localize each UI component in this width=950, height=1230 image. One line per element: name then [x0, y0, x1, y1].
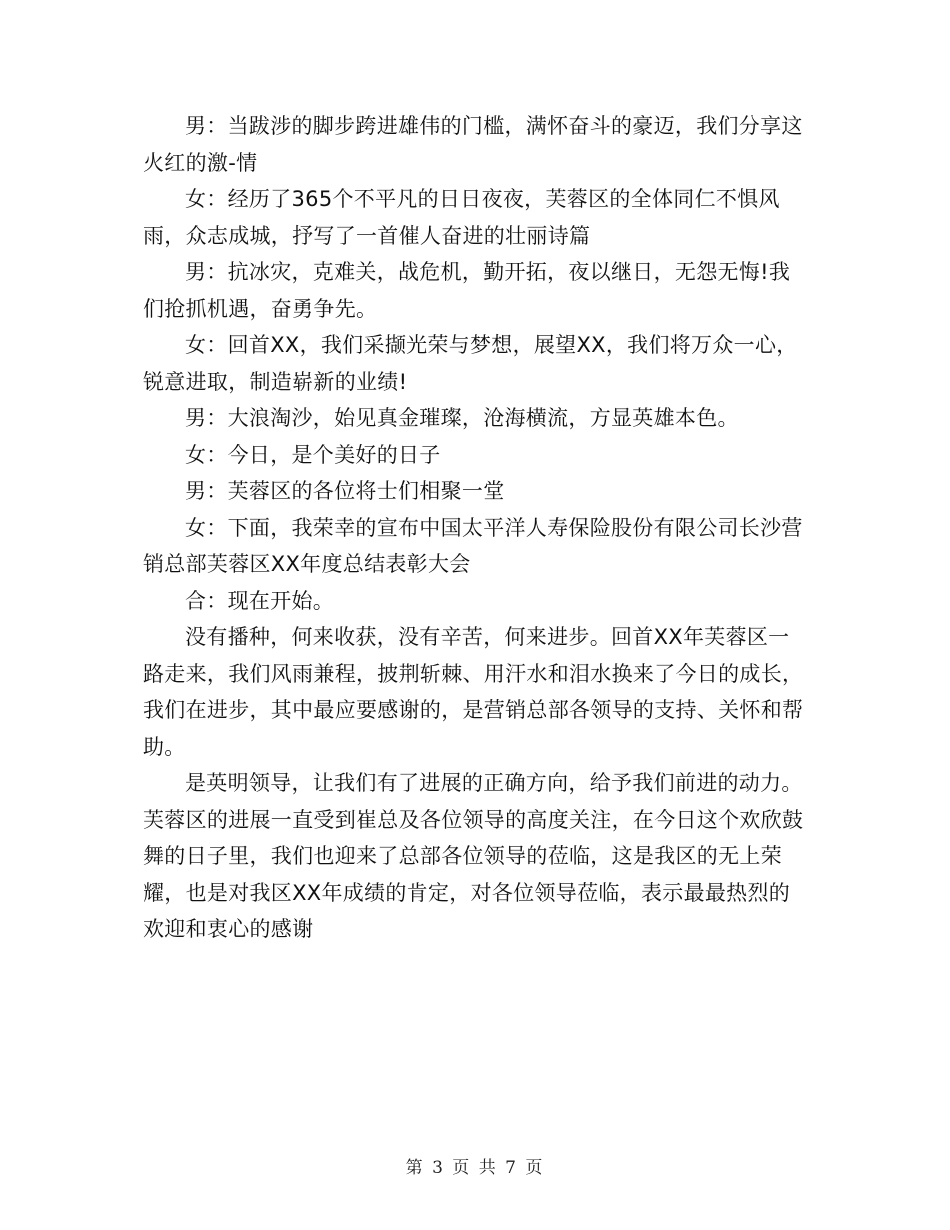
paragraph: 男：当跋涉的脚步跨进雄伟的门槛，满怀奋斗的豪迈，我们分享这火红的激-情 [143, 114, 803, 175]
paragraph: 男：芙蓉区的各位将士们相聚一堂 [185, 479, 505, 503]
paragraph: 女：今日，是个美好的日子 [185, 442, 441, 467]
document-body [143, 108, 808, 948]
paragraph: 女：经历了365个不平凡的日日夜夜，芙蓉区的全体同仁不惧风雨，众志成城，抒写了一首催人奋进的壮丽诗篇 [143, 187, 780, 248]
paragraph: 女：下面，我荣幸的宣布中国太平洋人寿保险股份有限公司长沙营销总部芙蓉区XX年度总结表彰大会 [143, 515, 803, 576]
page-number-footer: 第 3 页 共 7 页 [405, 1158, 545, 1178]
paragraph: 男：抗冰灾，克难关，战危机，勤开拓，夜以继日，无怨无悔!我们抢抓机遇，奋勇争先。 [143, 260, 791, 321]
paragraph: 女：回首XX，我们采撷光荣与梦想，展望XX，我们将万众一心，锐意进取，制造崭新的业绩! [143, 333, 798, 394]
paragraph: 是英明领导，让我们有了进展的正确方向，给予我们前进的动力。芙蓉区的进展一直受到崔总及各位领导的高度关注，在今日这个欢欣鼓舞的日子里，我们也迎来了总部各位领导的莅临，这是我区的无上荣耀，也是对我区XX年成绩的肯定，对各位领导莅临，表示最最热烈的欢迎和衷心的感谢 [143, 771, 804, 941]
paragraph: 没有播种，何来收获，没有辛苦，何来进步。回首XX年芙蓉区一路走来，我们风雨兼程，披荆斩棘、用汗水和泪水换来了今日的成长，我们在进步，其中最应要感谢的，是营销总部各领导的支持、关怀和帮助。 [143, 625, 804, 759]
paragraph: 男：大浪淘沙，始见真金璀璨，沧海横流，方显英雄本色。 [185, 406, 739, 430]
paragraph: 合：现在开始。 [185, 588, 335, 613]
